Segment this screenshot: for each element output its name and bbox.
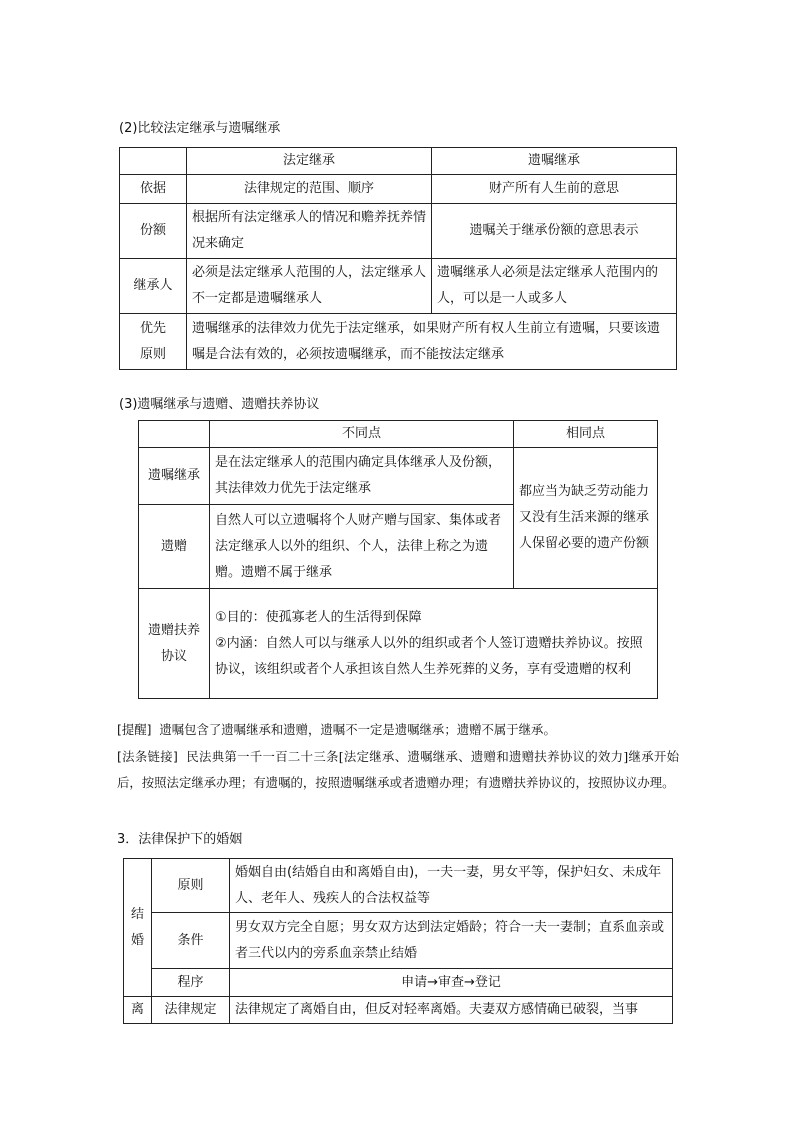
table-row bbox=[124, 859, 673, 913]
table-row bbox=[120, 259, 677, 314]
group-label-marriage bbox=[124, 859, 152, 997]
cell-legal-heir: 必须是法定继承人范围的人，法定继承人不一定都是遗嘱继承人 bbox=[187, 259, 432, 314]
cell-support-agreement bbox=[210, 589, 658, 699]
row-label-bequest: 遗赠 bbox=[139, 505, 210, 589]
cell-legal-basis: 法律规定的范围、顺序 bbox=[187, 175, 432, 204]
cell-principle-text: 婚姻自由(结婚自由和离婚自由)，一夫一妻，男女平等，保护妇女、未成年人、老年人、残疾人的合法权益等 bbox=[230, 859, 673, 913]
cell-will-share: 遗嘱关于继承份额的意思表示 bbox=[432, 204, 677, 259]
will-bequest-table bbox=[138, 420, 658, 699]
header-differences: 不同点 bbox=[210, 421, 514, 448]
header-legal-inheritance: 法定继承 bbox=[187, 148, 432, 175]
row-label-basis: 依据 bbox=[120, 175, 187, 204]
marriage-label-line2: 婚 bbox=[130, 932, 144, 948]
cell-common-point: 都应当为缺乏劳动能力又没有生活来源的继承人保留必要的遗产份额 bbox=[514, 448, 658, 589]
support-agreement-content: ②内涵：自然人可以与继承人以外的组织或者个人签订遗赠扶养协议。按照协议，该组织或者个人承担该自然人生养死葬的义务，享有受遗赠的权利 bbox=[215, 635, 643, 677]
law-link-text: 民法典第一千一百二十三条[法定继承、遗嘱继承、遗赠和遗赠扶养协议的效力]继承开始后，按照法定继承办理；有遗嘱的，按照遗嘱继承或者遗赠办理；有遗赠扶养协议的，按照协议办理。 bbox=[117, 749, 679, 790]
row-label-support-agreement bbox=[139, 589, 210, 699]
law-link-label: [法条链接] bbox=[117, 749, 178, 764]
reminder-label: [提醒] bbox=[117, 722, 152, 737]
cell-priority-text: 遗嘱继承的法律效力优先于法定继承，如果财产所有权人生前立有遗嘱，只要该遗嘱是合法有效的，必须按遗嘱继承，而不能按法定继承 bbox=[187, 314, 677, 370]
table-row bbox=[139, 589, 658, 699]
reminder-text: 遗嘱包含了遗嘱继承和遗赠，遗嘱不一定是遗嘱继承；遗赠不属于继承。 bbox=[159, 722, 556, 737]
row-label-priority bbox=[120, 314, 187, 370]
section-heading-compare-inheritance: (2)比较法定继承与遗嘱继承 bbox=[119, 121, 281, 136]
header-will-inheritance: 遗嘱继承 bbox=[432, 148, 677, 175]
header-similarities: 相同点 bbox=[514, 421, 658, 448]
cell-bequest-diff: 自然人可以立遗嘱将个人财产赠与国家、集体或者法定继承人以外的组织、个人，法律上称之为遗赠。遗赠不属于继承 bbox=[210, 505, 514, 589]
table-row bbox=[120, 175, 677, 204]
empty-header-cell bbox=[120, 148, 187, 175]
cell-will-heir: 遗嘱继承人必须是法定继承人范围内的人，可以是一人或多人 bbox=[432, 259, 677, 314]
group-label-divorce: 离 bbox=[124, 997, 152, 1024]
table-row bbox=[120, 314, 677, 370]
empty-header-cell bbox=[139, 421, 210, 448]
support-agreement-purpose: ①目的：使孤寡老人的生活得到保障 bbox=[215, 609, 422, 625]
marriage-label-line1: 结 bbox=[130, 906, 144, 922]
marriage-table bbox=[123, 858, 673, 1024]
table-row bbox=[120, 204, 677, 259]
table-row bbox=[124, 913, 673, 969]
row-label-principle: 原则 bbox=[152, 859, 230, 913]
law-link-note bbox=[117, 744, 679, 796]
cell-condition-text: 男女双方完全自愿；男女双方达到法定婚龄；符合一夫一妻制；直系血亲或者三代以内的旁系血亲禁止结婚 bbox=[230, 913, 673, 969]
support-agreement-label-line1: 遗赠扶养 bbox=[147, 622, 200, 638]
table-header-row bbox=[139, 421, 658, 448]
row-label-share: 份额 bbox=[120, 204, 187, 259]
row-label-procedure: 程序 bbox=[152, 969, 230, 997]
row-label-heir: 继承人 bbox=[120, 259, 187, 314]
inheritance-comparison-table bbox=[119, 147, 677, 370]
row-label-will-inheritance: 遗嘱继承 bbox=[139, 448, 210, 505]
cell-will-basis: 财产所有人生前的意思 bbox=[432, 175, 677, 204]
reminder-note bbox=[117, 717, 679, 743]
cell-will-inheritance-diff: 是在法定继承人的范围内确定具体继承人及份额，其法律效力优先于法定继承 bbox=[210, 448, 514, 505]
priority-label-line1: 优先 bbox=[139, 320, 166, 336]
cell-law-text: 法律规定了离婚自由，但反对轻率离婚。夫妻双方感情确已破裂，当事 bbox=[230, 997, 673, 1024]
row-label-law: 法律规定 bbox=[152, 997, 230, 1024]
table-row bbox=[124, 997, 673, 1024]
cell-legal-share: 根据所有法定继承人的情况和赡养抚养情况来确定 bbox=[187, 204, 432, 259]
priority-label-line2: 原则 bbox=[139, 346, 166, 362]
section-heading-marriage: 3．法律保护下的婚姻 bbox=[117, 832, 243, 847]
row-label-condition: 条件 bbox=[152, 913, 230, 969]
support-agreement-label-line2: 协议 bbox=[160, 648, 187, 664]
cell-procedure-text: 申请→审查→登记 bbox=[230, 969, 673, 997]
table-header-row bbox=[120, 148, 677, 175]
table-row bbox=[124, 969, 673, 997]
section-heading-will-bequest: (3)遗嘱继承与遗赠、遗赠扶养协议 bbox=[119, 397, 320, 412]
table-row bbox=[139, 448, 658, 505]
